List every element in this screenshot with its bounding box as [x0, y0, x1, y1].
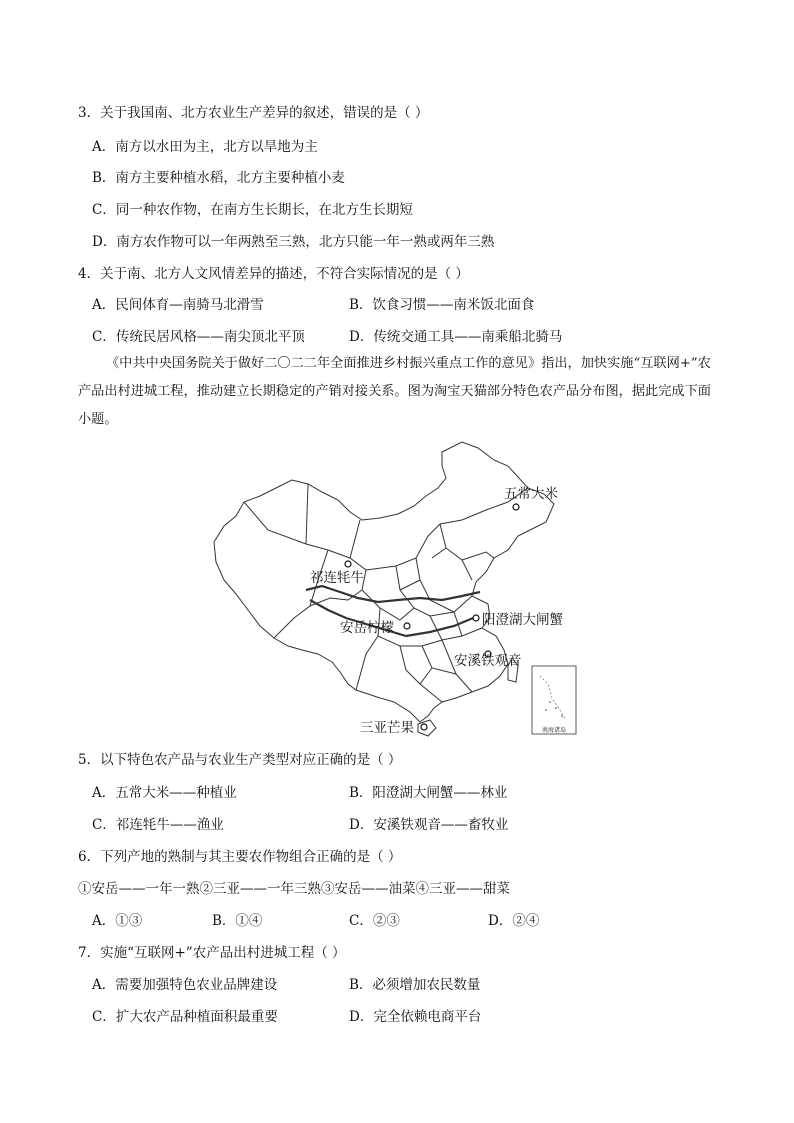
wuchang-marker — [513, 504, 519, 510]
q4-option-b: B．饮食习惯——南米饭北面食 — [349, 297, 535, 313]
q5-option-d: D．安溪铁观音——畜牧业 — [349, 817, 509, 833]
label-yangcheng: 阳澄湖大闸蟹 — [482, 612, 563, 628]
reading-passage — [78, 350, 718, 434]
yangcheng-marker — [473, 615, 479, 621]
q4-option-a: A．民间体育—南骑马北滑雪 — [92, 297, 264, 313]
q4-stem: 4．关于南、北方人文风情差异的描述，不符合实际情况的是（ ） — [78, 266, 469, 282]
south-china-sea-inset — [532, 666, 576, 734]
q3-stem: 3．关于我国南、北方农业生产差异的叙述，错误的是（ ） — [78, 105, 429, 121]
q7-stem: 7．实施“互联网+”农产品出村进城工程（ ） — [78, 945, 346, 961]
inset-label: 南海诸岛 — [541, 727, 567, 734]
q5-option-b: B．阳澄湖大闸蟹——林业 — [349, 785, 508, 801]
label-sanya: 三亚芒果 — [360, 720, 414, 736]
q6-option-b: B．①④ — [212, 913, 263, 929]
q5-stem: 5．以下特色农产品与农业生产类型对应正确的是（ ） — [78, 752, 402, 768]
q3-option-a: A．南方以水田为主，北方以旱地为主 — [92, 139, 318, 155]
label-anyue: 安岳柠檬 — [340, 620, 394, 636]
q5-option-c: C．祁连牦牛——渔业 — [92, 817, 224, 833]
qinling-line — [306, 586, 480, 602]
q7-option-a: A．需要加强特色农业品牌建设 — [92, 977, 278, 993]
q4-option-d: D．传统交通工具——南乘船北骑马 — [349, 329, 563, 345]
label-anxi: 安溪铁观音 — [454, 653, 522, 669]
river-line — [310, 600, 478, 636]
q7-option-b: B．必须增加农民数量 — [349, 977, 481, 993]
q7-option-d: D．完全依赖电商平台 — [349, 1009, 482, 1025]
q6-option-c: C．②③ — [349, 913, 400, 929]
q5-option-a: A．五常大米——种植业 — [92, 785, 237, 801]
q6-statements: ①安岳——一年一熟②三亚——一年三熟③安岳——油菜④三亚——甜菜 — [78, 881, 510, 897]
q6-option-a: A．①③ — [92, 913, 143, 929]
sanya-marker — [421, 724, 427, 730]
anyue-marker — [404, 623, 410, 629]
china-agri-products-map — [210, 440, 590, 738]
q3-option-d: D．南方农作物可以一年两熟至三熟，北方只能一年一熟或两年三熟 — [92, 234, 495, 250]
passage-text: 《中共中央国务院关于做好二〇二二年全面推进乡村振兴重点工作的意见》指出，加快实施“互联网+”农产品出村进城工程，推动建立长期稳定的产销对接关系。图为淘宝天猫部分特色农产品分布图，据此完成下面小题。 — [78, 356, 711, 427]
qilian-marker — [345, 561, 351, 567]
q6-option-d: D．②④ — [488, 913, 540, 929]
label-wuchang: 五常大米 — [504, 486, 558, 502]
q6-stem: 6．下列产地的熟制与其主要农作物组合正确的是（ ） — [78, 849, 402, 865]
china-outline — [214, 442, 554, 722]
q3-option-b: B．南方主要种植水稻，北方主要种植小麦 — [92, 170, 345, 186]
q4-option-c: C．传统民居风格——南尖顶北平顶 — [92, 329, 305, 345]
label-qilian: 祁连牦牛 — [310, 570, 364, 586]
q7-option-c: C．扩大农产品种植面积最重要 — [92, 1009, 278, 1025]
q3-option-c: C．同一种农作物，在南方生长期长，在北方生长期短 — [92, 202, 413, 218]
